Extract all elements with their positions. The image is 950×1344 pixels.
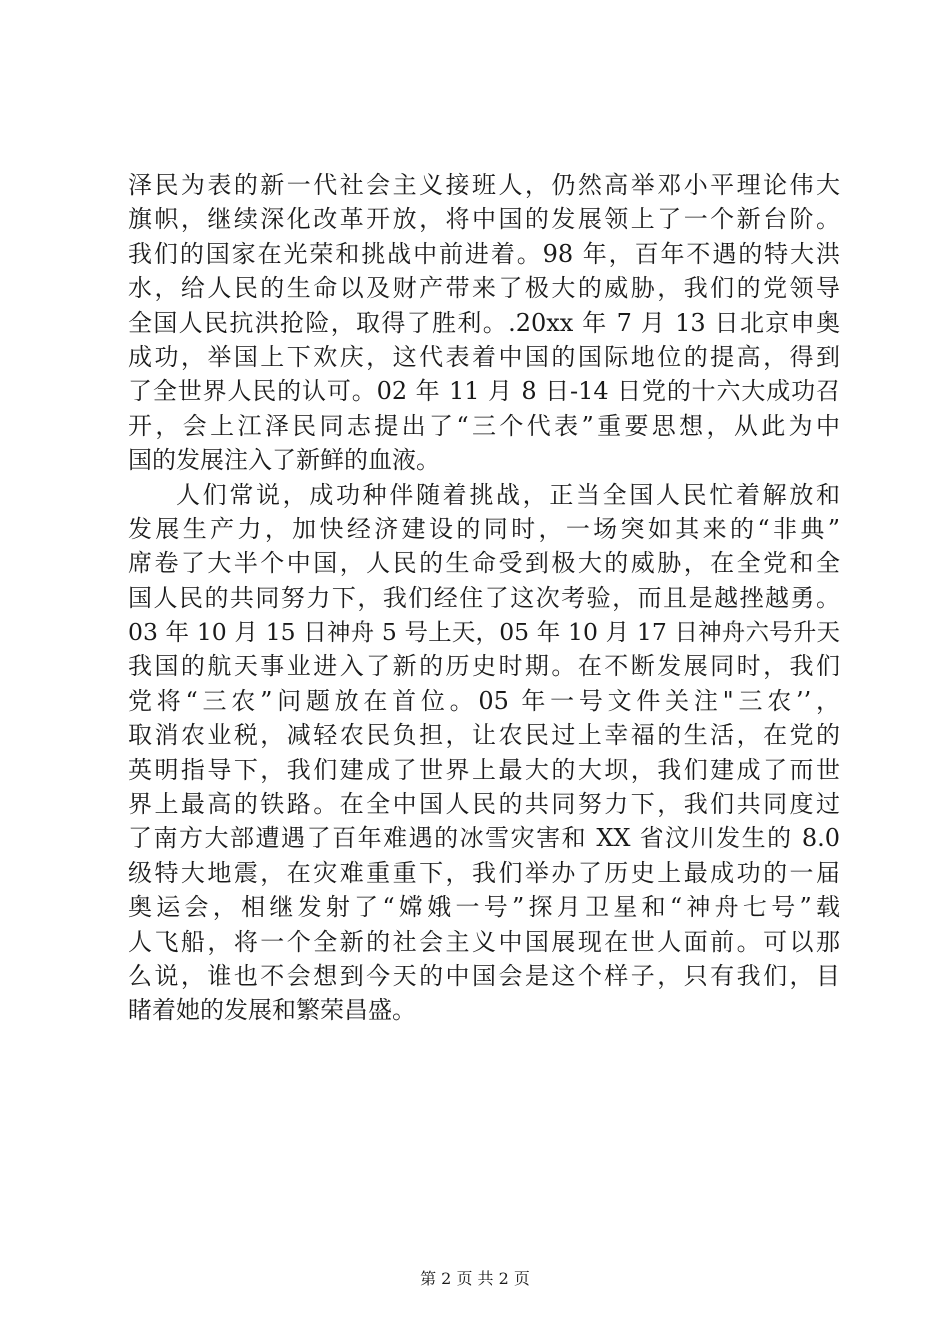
text-line: 取消农业税，减轻农民负担，让农民过上幸福的生活，在党的 xyxy=(128,721,840,750)
page-footer: 第 2 页 共 2 页 xyxy=(420,1269,530,1288)
text-line: 水，给人民的生命以及财产带来了极大的威胁，我们的党领导 xyxy=(128,274,840,303)
text-line: 我国的航天事业进入了新的历史时期。在不断发展同时，我们 xyxy=(128,652,840,681)
text-line: 国的发展注入了新鲜的血液。 xyxy=(128,446,440,475)
text-line: 么说，谁也不会想到今天的中国会是这个样子，只有我们，目 xyxy=(128,961,840,990)
text-line: 了南方大部遭遇了百年难遇的冰雪灾害和 XX 省汶川发生的 8.0 xyxy=(128,824,840,853)
text-line: 英明指导下，我们建成了世界上最大的大坝，我们建成了而世 xyxy=(128,755,840,784)
text-line: 发展生产力，加快经济建设的同时，一场突如其来的“非典” xyxy=(128,514,840,543)
document-body xyxy=(128,168,840,1028)
text-line: 旗帜，继续深化改革开放，将中国的发展领上了一个新台阶。 xyxy=(128,205,840,234)
text-line: 开，会上江泽民同志提出了“三个代表”重要思想，从此为中 xyxy=(128,411,840,440)
text-line: 国人民的共同努力下，我们经住了这次考验，而且是越挫越勇。 xyxy=(128,583,840,612)
text-line: 泽民为表的新一代社会主义接班人，仍然高举邓小平理论伟大 xyxy=(128,171,840,199)
text-line: 了全世界人民的认可。02 年 11 月 8 日-14 日党的十六大成功召 xyxy=(128,377,840,406)
text-line: 奥运会，相继发射了“嫦娥一号”探月卫星和“神舟七号”载 xyxy=(128,893,840,922)
text-line: 人们常说，成功种伴随着挑战，正当全国人民忙着解放和 xyxy=(176,480,840,509)
text-line: 级特大地震，在灾难重重下，我们举办了历史上最成功的一届 xyxy=(128,858,840,887)
text-line: 席卷了大半个中国，人民的生命受到极大的威胁，在全党和全 xyxy=(128,549,840,578)
text-line: 成功，举国上下欢庆，这代表着中国的国际地位的提高，得到 xyxy=(128,342,840,371)
text-line: 03 年 10 月 15 日神舟 5 号上天，05 年 10 月 17 日神舟六号升天 xyxy=(128,618,840,647)
text-line: 人飞船，将一个全新的社会主义中国展现在世人面前。可以那 xyxy=(128,927,840,956)
text-line: 界上最高的铁路。在全中国人民的共同努力下，我们共同度过 xyxy=(128,790,840,819)
text-line: 党将“三农”问题放在首位。05 年一号文件关注"三农’’， xyxy=(128,686,840,715)
text-line: 睹着她的发展和繁荣昌盛。 xyxy=(128,996,416,1025)
text-line: 全国人民抗洪抢险，取得了胜利。.20xx 年 7 月 13 日北京申奥 xyxy=(128,308,840,337)
text-line: 我们的国家在光荣和挑战中前进着。98 年，百年不遇的特大洪 xyxy=(128,239,840,268)
